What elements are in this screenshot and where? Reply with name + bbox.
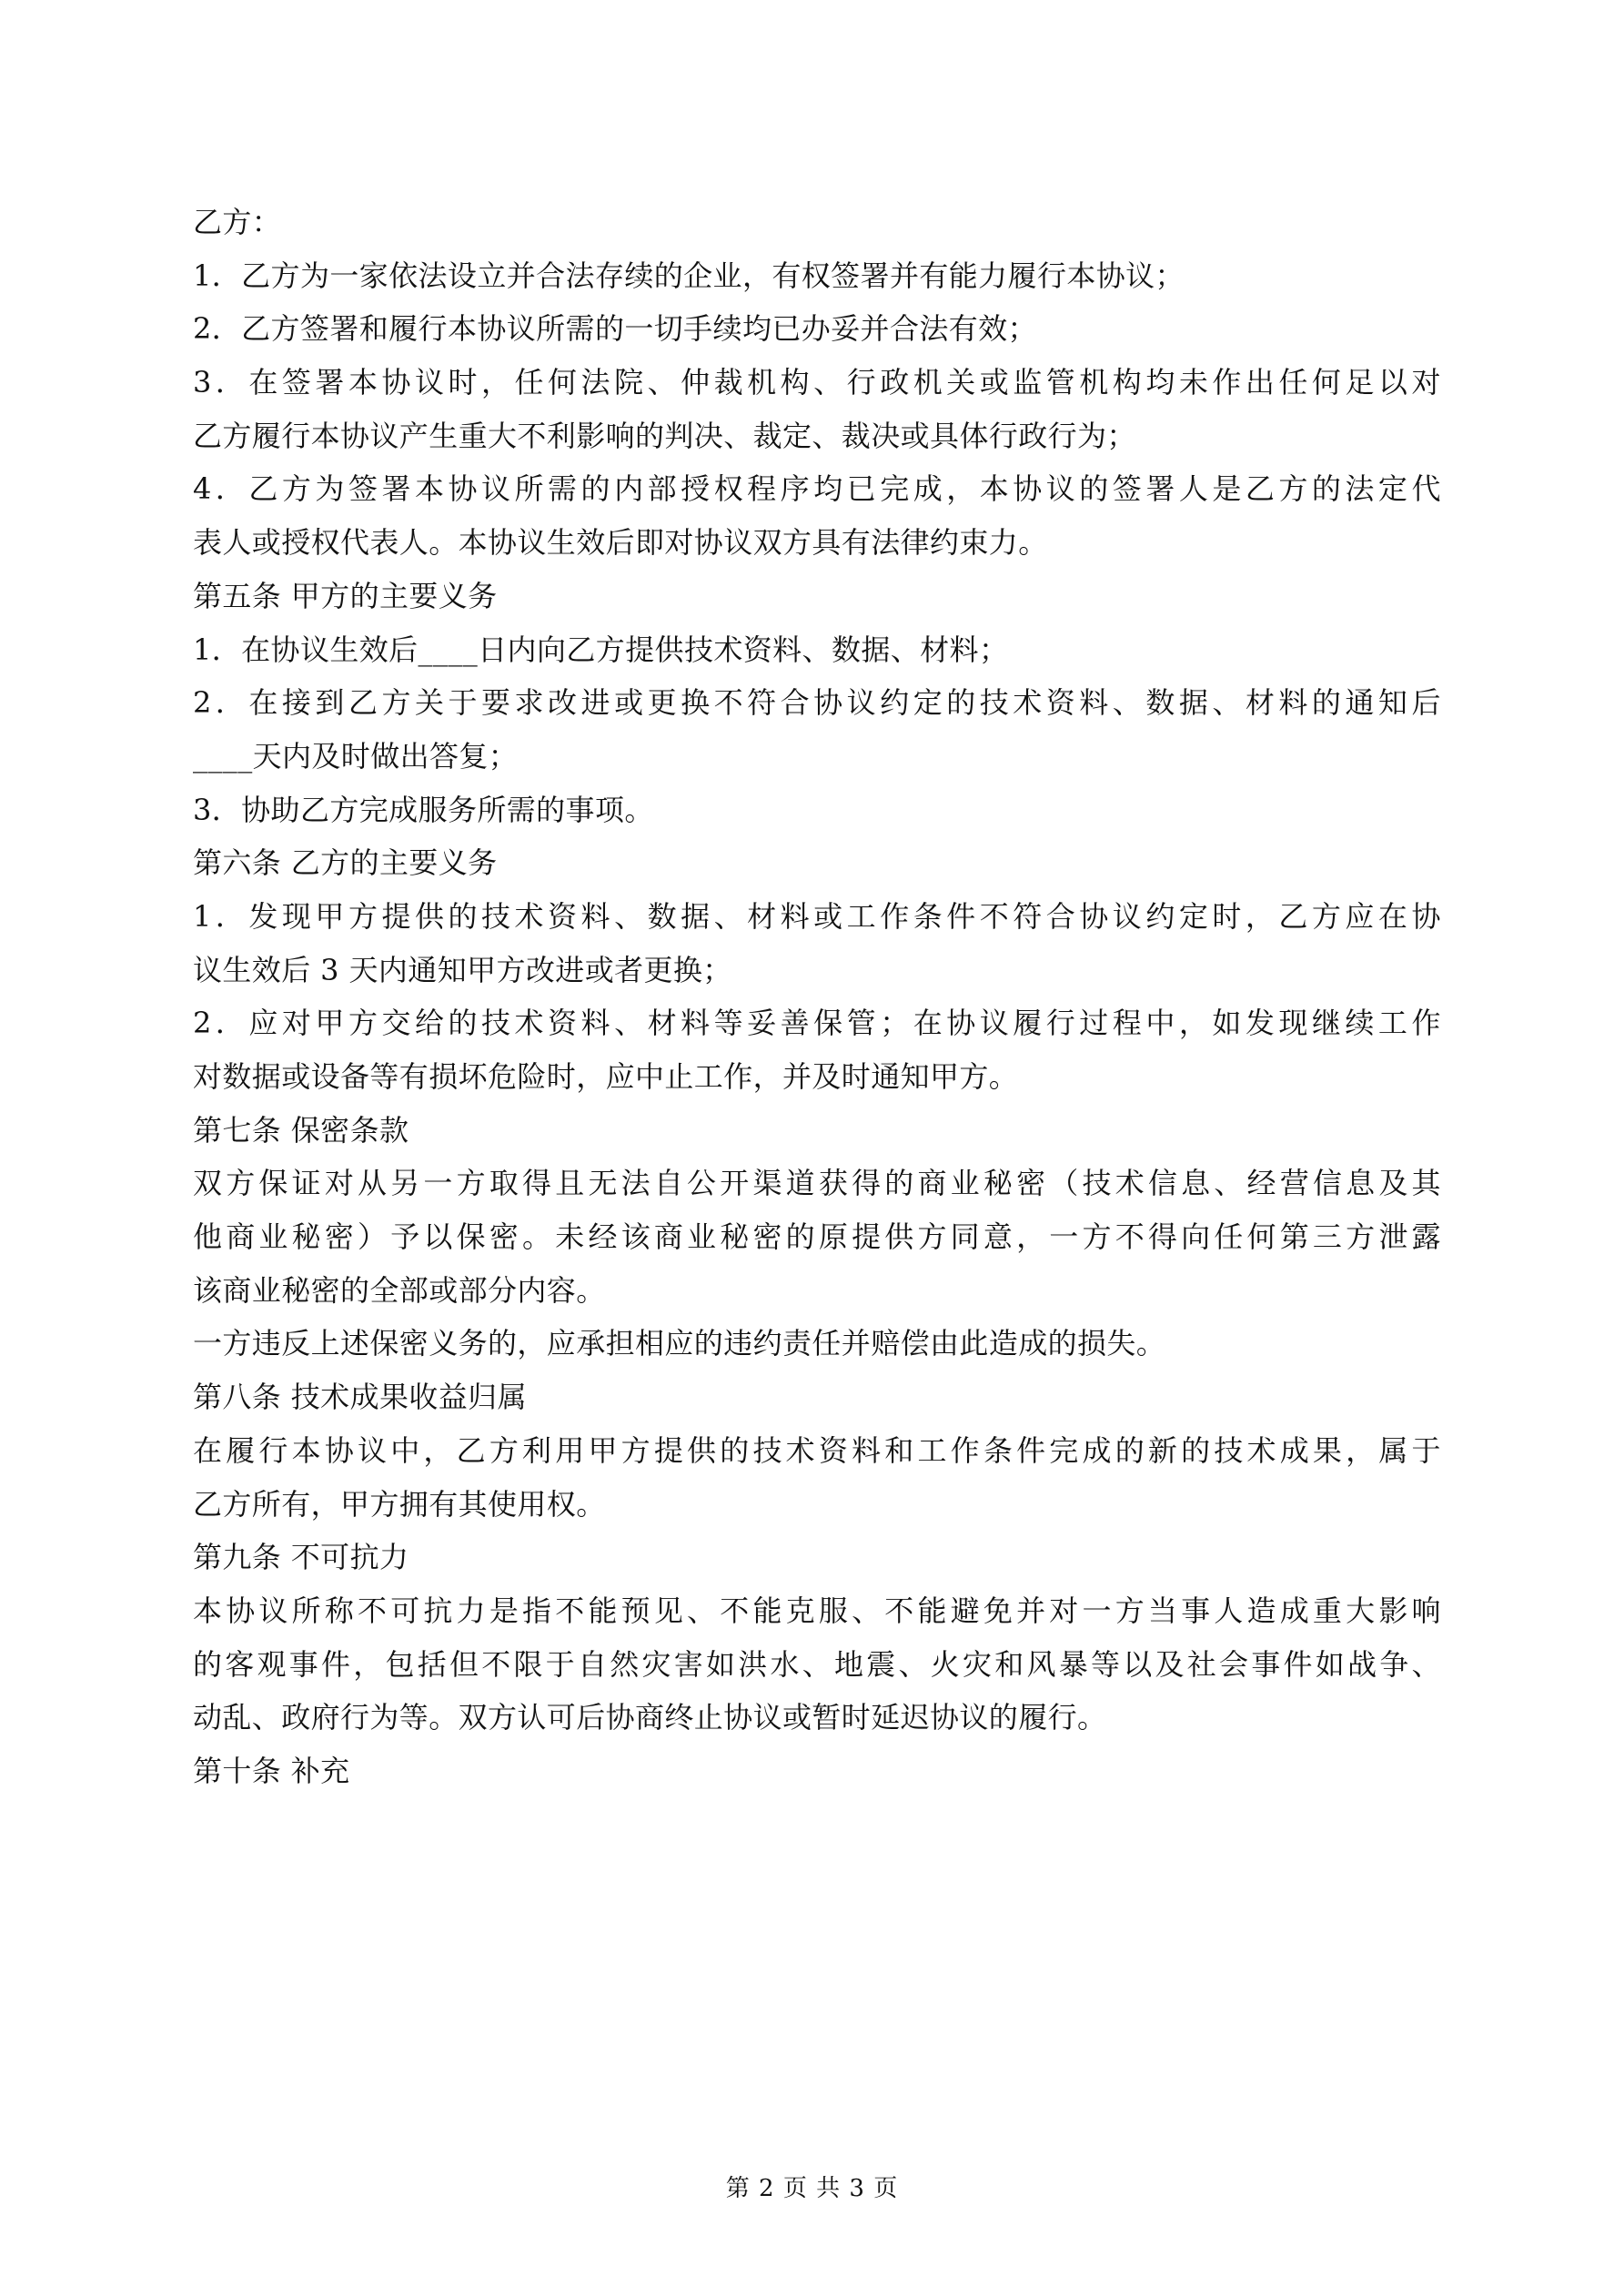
section-heading: 第八条 技术成果收益归属 [193, 1380, 527, 1415]
section-heading: 第九条 不可抗力 [193, 1540, 409, 1575]
text-line: 议生效后 3 天内通知甲方改进或者更换； [193, 952, 732, 987]
text-line: 3 ． 在 签 署 本 协 议 时 ， 任 何 法 院 、 仲 裁 机 构 、 行 政 机 关 或 监 管 机 构 均 未 作 出 任 何 足 以 对 [193, 365, 1441, 400]
text-line: 3．协助乙方完成服务所需的事项。 [193, 792, 654, 827]
text-line: 4 ． 乙 方 为 签 署 本 协 议 所 需 的 内 部 授 权 程 序 均 已 完 成 ， 本 协 议 的 签 署 人 是 乙 方 的 法 定 代 [193, 471, 1441, 507]
section-heading: 第七条 保密条款 [193, 1112, 409, 1148]
text-line: 本 协 议 所 称 不 可 抗 力 是 指 不 能 预 见 、 不 能 克 服 、 不 能 避 免 并 对 一 方 当 事 人 造 成 重 大 影 响 [193, 1593, 1441, 1628]
text-line: 1．乙方为一家依法设立并合法存续的企业，有权签署并有能力履行本协议； [193, 258, 1185, 293]
text-line: 在 履 行 本 协 议 中 ， 乙 方 利 用 甲 方 提 供 的 技 术 资 料 和 工 作 条 件 完 成 的 新 的 技 术 成 果 ， 属 于 [193, 1432, 1441, 1468]
text-line: 2．乙方签署和履行本协议所需的一切手续均已办妥并合法有效； [193, 311, 1037, 347]
text-line: 的 客 观 事 件 ， 包 括 但 不 限 于 自 然 灾 害 如 洪 水 、 地 震 、 火 灾 和 风 暴 等 以 及 社 会 事 件 如 战 争 、 [193, 1646, 1441, 1682]
section-heading: 第六条 乙方的主要义务 [193, 845, 498, 881]
section-heading: 第十条 补充 [193, 1753, 350, 1788]
text-line: 2 ． 在 接 到 乙 方 关 于 要 求 改 进 或 更 换 不 符 合 协 议 约 定 的 技 术 资 料 、 数 据 、 材 料 的 通 知 后 [193, 685, 1441, 721]
text-line: ____天内及时做出答复； [193, 738, 519, 774]
section-heading: 第五条 甲方的主要义务 [193, 578, 498, 613]
text-line: 对数据或设备等有损坏危险时，应中止工作，并及时通知甲方。 [193, 1059, 1019, 1094]
document-body [193, 202, 1441, 1805]
text-line: 双 方 保 证 对 从 另 一 方 取 得 且 无 法 自 公 开 渠 道 获 得 的 商 业 秘 密 （ 技 术 信 息 、 经 营 信 息 及 其 [193, 1166, 1441, 1201]
text-line: 表人或授权代表人。本协议生效后即对协议双方具有法律约束力。 [193, 525, 1048, 561]
text-line: 动乱、政府行为等。双方认可后协商终止协议或暂时延迟协议的履行。 [193, 1700, 1107, 1735]
text-line: 该商业秘密的全部或部分内容。 [193, 1272, 606, 1308]
text-line: 2 ． 应 对 甲 方 交 给 的 技 术 资 料 、 材 料 等 妥 善 保 管 ； 在 协 议 履 行 过 程 中 ， 如 发 现 继 续 工 作 [193, 1006, 1441, 1041]
text-line: 1．在协议生效后____日内向乙方提供技术资料、数据、材料； [193, 632, 1009, 667]
page-number-footer: 第 2 页 共 3 页 [725, 2175, 899, 2202]
text-line: 乙方履行本协议产生重大不利影响的判决、裁定、裁决或具体行政行为； [193, 418, 1136, 453]
text-line: 乙方所有，甲方拥有其使用权。 [193, 1486, 606, 1522]
text-line: 1 ． 发 现 甲 方 提 供 的 技 术 资 料 、 数 据 、 材 料 或 工 作 条 件 不 符 合 协 议 约 定 时 ， 乙 方 应 在 协 [193, 898, 1441, 934]
text-line: 乙方： [193, 205, 282, 239]
text-line: 一方违反上述保密义务的，应承担相应的违约责任并赔偿由此造成的损失。 [193, 1326, 1166, 1361]
text-line: 他 商 业 秘 密 ） 予 以 保 密 。 未 经 该 商 业 秘 密 的 原 提 供 方 同 意 ， 一 方 不 得 向 任 何 第 三 方 泄 露 [193, 1219, 1441, 1255]
